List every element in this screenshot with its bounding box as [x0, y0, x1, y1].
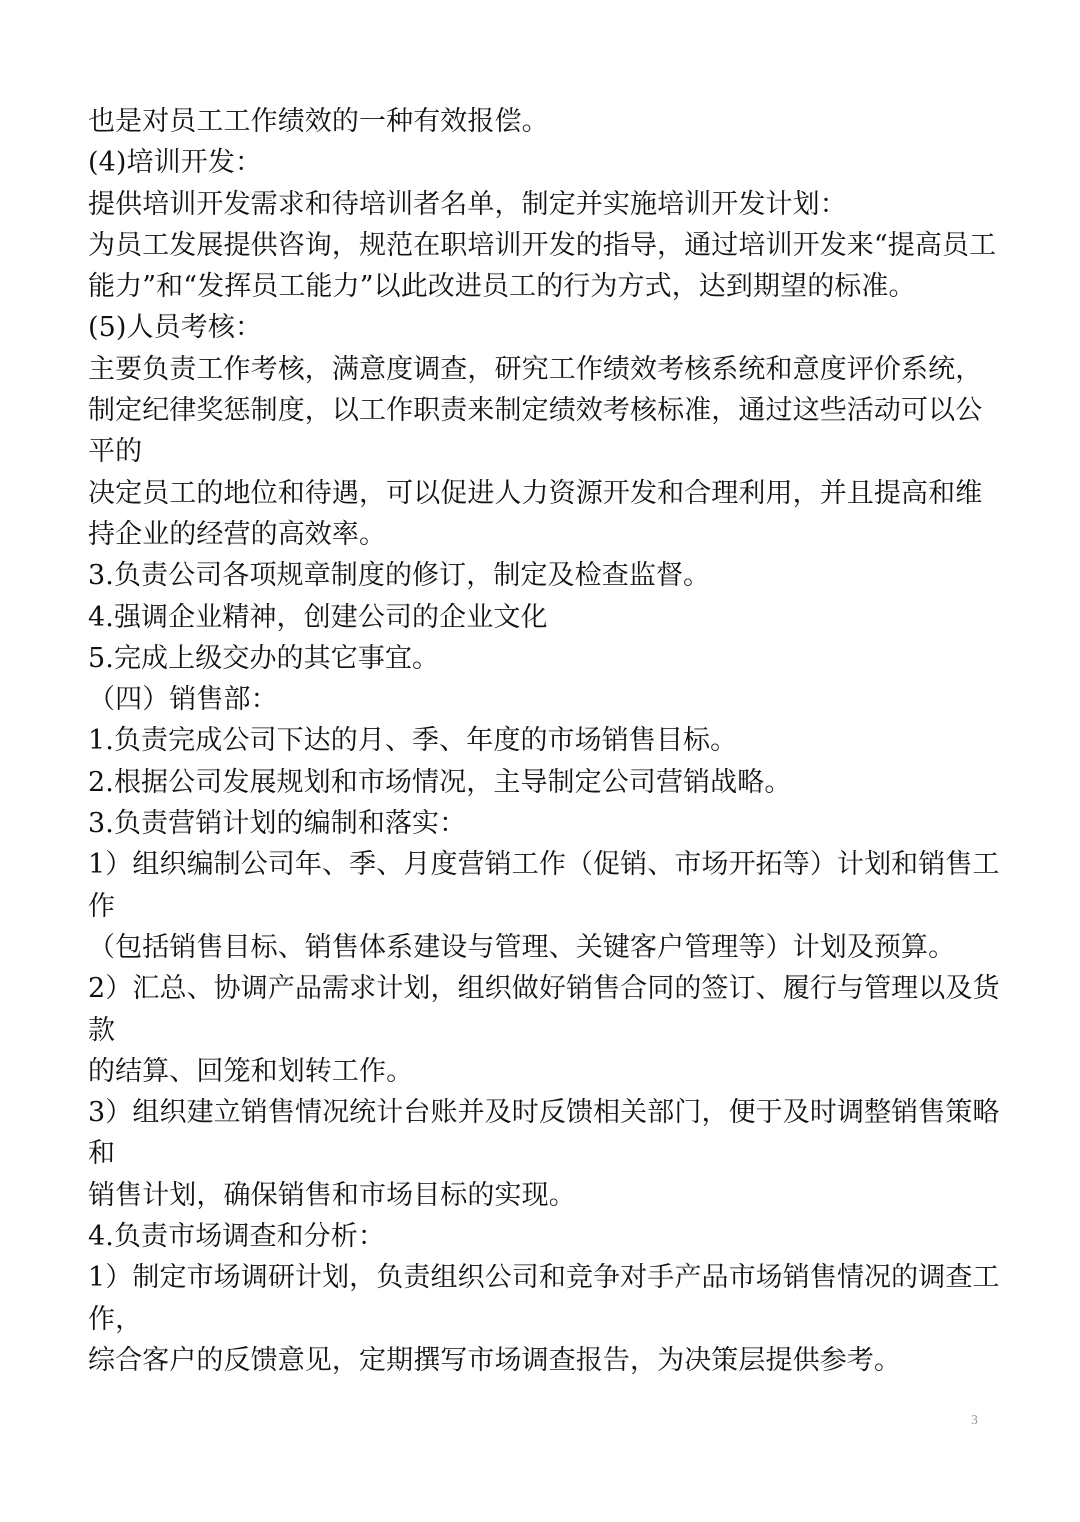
text-line: 也是对员工工作绩效的一种有效报偿。: [88, 106, 549, 137]
text-line: 平的: [88, 436, 143, 468]
text-line: （包括销售目标、销售体系建设与管理、关键客户管理等）计划及预算。: [88, 931, 956, 963]
text-line: (5)人员考核：: [88, 312, 263, 344]
document-body: [88, 101, 998, 1381]
text-line: 1）组织编制公司年、季、月度营销工作（促销、市场开拓等）计划和销售工: [88, 849, 1000, 881]
text-line: 决定员工的地位和待遇，可以促进人力资源开发和合理利用，并且提高和维: [88, 477, 983, 509]
text-line: 5.完成上级交办的其它事宜。: [88, 642, 440, 674]
text-line: 款: [88, 1014, 116, 1046]
text-line: 为员工发展提供咨询，规范在职培训开发的指导，通过培训开发来“提高员工: [88, 229, 997, 261]
text-line: 作: [88, 890, 116, 922]
text-line: 能力”和“发挥员工能力”以此改进员工的行为方式，达到期望的标准。: [88, 271, 916, 303]
text-line: 1.负责完成公司下达的月、季、年度的市场销售目标。: [88, 725, 738, 757]
text-line: 持企业的经营的高效率。: [88, 518, 387, 550]
text-line: 的结算、回笼和划转工作。: [88, 1055, 414, 1087]
text-line: 1）制定市场调研计划，负责组织公司和竞争对手产品市场销售情况的调查工: [88, 1262, 1000, 1294]
text-line: 提供培训开发需求和待培训者名单，制定并实施培训开发计划：: [88, 188, 847, 220]
text-line: 和: [88, 1138, 116, 1170]
section-heading: （四）销售部：: [88, 684, 278, 716]
text-line: 作，: [88, 1303, 143, 1335]
text-line: (4)培训开发：: [88, 147, 263, 179]
text-line: 制定纪律奖惩制度，以工作职责来制定绩效考核标准，通过这些活动可以公: [88, 395, 983, 427]
text-line: 主要负责工作考核，满意度调查，研究工作绩效考核系统和意度评价系统，: [88, 353, 983, 385]
text-line: 销售计划，确保销售和市场目标的实现。: [88, 1179, 576, 1211]
text-line: 2）汇总、协调产品需求计划，组织做好销售合同的签订、履行与管理以及货: [88, 973, 1000, 1005]
text-line: 3.负责公司各项规章制度的修订，制定及检查监督。: [88, 560, 711, 592]
text-line: 3.负责营销计划的编制和落实：: [88, 808, 467, 840]
text-line: 综合客户的反馈意见，定期撰写市场调查报告，为决策层提供参考。: [88, 1344, 901, 1376]
text-line: 2.根据公司发展规划和市场情况，主导制定公司营销战略。: [88, 766, 792, 798]
text-line: 3）组织建立销售情况统计台账并及时反馈相关部门，便于及时调整销售策略: [88, 1097, 1000, 1129]
text-line: 4.负责市场调查和分析：: [88, 1221, 385, 1253]
text-line: 4.强调企业精神，创建公司的企业文化: [88, 601, 548, 633]
page-number: 3: [971, 1413, 978, 1428]
